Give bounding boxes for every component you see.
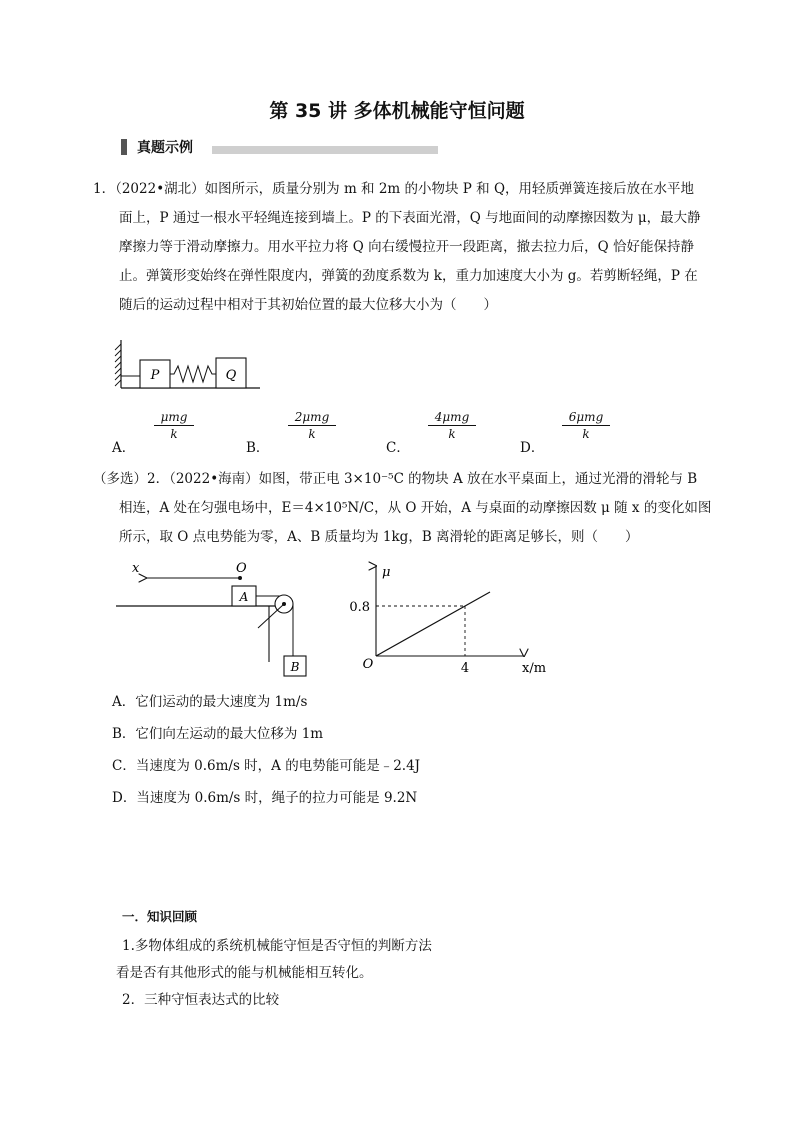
- question-1-line: 止。弹簧形变始终在弹性限度内，弹簧的劲度系数为 k，重力加速度大小为 g。若剪断轻绳，P 在: [119, 268, 698, 284]
- option-d-numerator: 6μmg: [562, 410, 610, 426]
- question-1-figure: [112, 336, 264, 394]
- option-c-denominator: k: [448, 427, 456, 441]
- origin-point: [238, 576, 242, 580]
- question-1-line: 1．（2022•湖北）如图所示，质量分别为 m 和 2m 的小物块 P 和 Q，用轻质弹簧连接后放在水平地: [93, 181, 695, 197]
- review-heading: 一．知识回顾: [122, 909, 198, 924]
- question-2-figure-graph: [346, 560, 558, 680]
- question-1-line: 摩擦力等于滑动摩擦力。用水平拉力将 Q 向右缓慢拉开一段距离，撤去拉力后，Q 恰好能保持静: [119, 239, 695, 255]
- question-1-text: [93, 175, 701, 320]
- option-a-numerator: μmg: [154, 410, 194, 426]
- q2-option-d: D．当速度为 0.6m/s 时，绳子的拉力可能是 9.2N: [112, 790, 418, 806]
- block-q-label: Q: [225, 368, 237, 383]
- block-a-label: A: [239, 590, 249, 604]
- option-d-label: D．: [520, 440, 545, 456]
- question-2-line: （多选）2．（2022•海南）如图，带正电 3×10⁻⁵C 的物块 A 放在水平桌面上，通过光滑的滑轮与 B: [93, 471, 698, 487]
- option-c-label: C．: [386, 440, 410, 456]
- option-d-denominator: k: [582, 427, 590, 441]
- review-item-1: 1.多物体组成的系统机械能守恒是否守恒的判断方法: [122, 938, 432, 954]
- question-2-figure-setup: [112, 556, 322, 680]
- option-a-fraction: [144, 410, 204, 441]
- block-b-label: B: [290, 660, 300, 674]
- option-c-fraction: [422, 410, 482, 441]
- option-a-label: A．: [112, 440, 136, 456]
- option-a-denominator: k: [170, 427, 178, 441]
- question-1-line: 随后的运动过程中相对于其初始位置的最大位移大小为（ ）: [119, 297, 497, 313]
- graph-origin-label: O: [362, 657, 374, 672]
- pulley-bracket: [258, 604, 284, 628]
- review-item-2: 2．三种守恒表达式的比较: [122, 992, 280, 1008]
- option-d-fraction: [556, 410, 616, 441]
- q2-option-b: B．它们向左运动的最大位移为 1m: [112, 726, 324, 742]
- review-item-1-detail: 看是否有其他形式的能与机械能相互转化。: [116, 965, 373, 981]
- x-axis-label: x/m: [522, 661, 547, 676]
- q2-option-c: C．当速度为 0.6m/s 时，A 的电势能可能是﹣2.4J: [112, 758, 421, 774]
- origin-label: O: [236, 561, 247, 576]
- option-b-fraction: [282, 410, 342, 441]
- option-b-label: B．: [246, 440, 270, 456]
- y-axis-label: μ: [382, 565, 391, 580]
- section-divider: [212, 146, 438, 154]
- mu-line: [376, 592, 490, 656]
- option-b-numerator: 2μmg: [288, 410, 336, 426]
- block-p-label: P: [150, 368, 160, 383]
- question-2-line: 所示，取 O 点电势能为零，A、B 质量均为 1kg，B 离滑轮的距离足够长，则（ ）: [119, 529, 639, 545]
- section-label: 真题示例: [137, 140, 193, 156]
- y-tick-label: 0.8: [349, 600, 370, 615]
- page-title: 第 35 讲 多体机械能守恒问题: [269, 100, 525, 122]
- option-c-numerator: 4μmg: [428, 410, 476, 426]
- x-axis-label: x: [132, 561, 140, 576]
- spring: [170, 366, 216, 382]
- wall-hatching: [115, 344, 121, 386]
- section-marker: [121, 139, 127, 155]
- q2-option-a: A．它们运动的最大速度为 1m/s: [112, 694, 308, 710]
- x-tick-label: 4: [460, 661, 470, 676]
- question-1-line: 面上，P 通过一根水平轻绳连接到墙上。P 的下表面光滑，Q 与地面间的动摩擦因数为 μ，最大静: [119, 210, 701, 226]
- option-b-denominator: k: [308, 427, 316, 441]
- question-2-text: [93, 465, 711, 552]
- question-2-line: 相连，A 处在匀强电场中，E＝4×10⁵N/C，从 O 开始，A 与桌面的动摩擦因数 μ 随 x 的变化如图: [119, 500, 712, 516]
